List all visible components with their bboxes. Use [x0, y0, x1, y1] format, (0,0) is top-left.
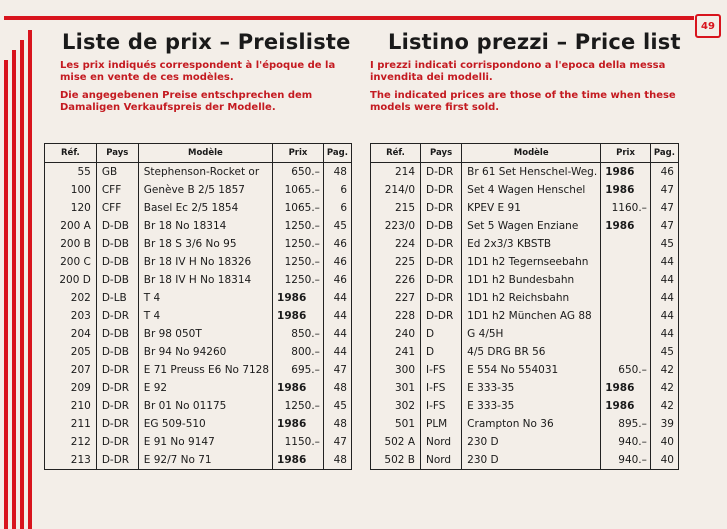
cell-page: 40 — [650, 451, 678, 470]
cell-price: 1986 — [273, 379, 324, 397]
cell-page: 40 — [650, 433, 678, 451]
cell-price — [601, 271, 651, 289]
cell-country: Nord — [421, 451, 462, 470]
cell-page: 45 — [650, 235, 678, 253]
cell-ref: 225 — [371, 253, 421, 271]
cell-model: Br 94 No 94260 — [138, 343, 272, 361]
cell-page: 45 — [323, 397, 351, 415]
cell-ref: 226 — [371, 271, 421, 289]
cell-country: CFF — [96, 199, 138, 217]
cell-country: D-DR — [96, 361, 138, 379]
cell-ref: 214 — [371, 163, 421, 182]
cell-page: 45 — [650, 343, 678, 361]
price-table-left — [44, 143, 352, 470]
cell-country: D-DR — [96, 379, 138, 397]
cell-model: Basel Ec 2/5 1854 — [138, 199, 272, 217]
table-row — [45, 199, 352, 217]
left-title: Liste de prix – Preisliste — [62, 30, 351, 54]
cell-country: D-DB — [96, 235, 138, 253]
page-number: 49 — [695, 14, 721, 38]
table-row — [45, 181, 352, 199]
cell-ref: 300 — [371, 361, 421, 379]
cell-model: EG 509-510 — [138, 415, 272, 433]
table-row — [371, 379, 679, 397]
cell-model: Set 4 Wagen Henschel — [462, 181, 601, 199]
cell-model: Br 98 050T — [138, 325, 272, 343]
table-row — [45, 271, 352, 289]
cell-price: 1250.– — [273, 235, 324, 253]
note-german: Die angegebenen Preise entschprechen dem Damaligen Verkaufspreis der Modelle. — [60, 90, 313, 113]
cell-model: Br 18 No 18314 — [138, 217, 272, 235]
cell-page: 44 — [650, 289, 678, 307]
cell-ref: 302 — [371, 397, 421, 415]
cell-ref: 204 — [45, 325, 97, 343]
cell-model: E 92/7 No 71 — [138, 451, 272, 470]
header-page: Pag. — [650, 144, 678, 163]
left-column-header — [44, 30, 364, 120]
cell-model: E 554 No 554031 — [462, 361, 601, 379]
cell-country: D-DR — [96, 397, 138, 415]
cell-model: E 91 No 9147 — [138, 433, 272, 451]
header-model: Modèle — [138, 144, 272, 163]
cell-ref: 501 — [371, 415, 421, 433]
cell-ref: 200 C — [45, 253, 97, 271]
cell-model: Br 18 IV H No 18314 — [138, 271, 272, 289]
cell-ref: 207 — [45, 361, 97, 379]
cell-page: 47 — [323, 433, 351, 451]
cell-price: 940.– — [601, 451, 651, 470]
cell-ref: 214/0 — [371, 181, 421, 199]
cell-country: D-DR — [421, 163, 462, 182]
cell-price: 895.– — [601, 415, 651, 433]
table-row — [371, 397, 679, 415]
table-row — [45, 415, 352, 433]
cell-price: 1986 — [273, 451, 324, 470]
table-row — [371, 271, 679, 289]
cell-page: 44 — [650, 271, 678, 289]
cell-country: I-FS — [421, 361, 462, 379]
cell-country: D-DR — [96, 307, 138, 325]
cell-country: D — [421, 343, 462, 361]
cell-price: 1250.– — [273, 397, 324, 415]
cell-model: Br 01 No 01175 — [138, 397, 272, 415]
cell-page: 47 — [650, 217, 678, 235]
cell-country: D — [421, 325, 462, 343]
header-pays: Pays — [421, 144, 462, 163]
cell-price — [601, 235, 651, 253]
cell-model: KPEV E 91 — [462, 199, 601, 217]
cell-ref: 502 A — [371, 433, 421, 451]
header-ref: Réf. — [45, 144, 97, 163]
cell-page: 42 — [650, 361, 678, 379]
cell-page: 44 — [650, 253, 678, 271]
table-row — [45, 361, 352, 379]
cell-price — [601, 325, 651, 343]
cell-model: Stephenson-Rocket or — [138, 163, 272, 182]
cell-ref: 203 — [45, 307, 97, 325]
cell-model: Genève B 2/5 1857 — [138, 181, 272, 199]
cell-model: Br 61 Set Henschel-Weg. — [462, 163, 601, 182]
cell-country: D-DR — [96, 451, 138, 470]
cell-price: 1065.– — [273, 181, 324, 199]
cell-price: 1250.– — [273, 271, 324, 289]
cell-model: E 92 — [138, 379, 272, 397]
header-ref: Réf. — [371, 144, 421, 163]
cell-ref: 301 — [371, 379, 421, 397]
cell-model: 4/5 DRG BR 56 — [462, 343, 601, 361]
cell-ref: 223/0 — [371, 217, 421, 235]
cell-price: 650.– — [601, 361, 651, 379]
cell-page: 48 — [323, 415, 351, 433]
cell-price: 1986 — [273, 415, 324, 433]
cell-ref: 209 — [45, 379, 97, 397]
cell-ref: 205 — [45, 343, 97, 361]
cell-price: 1986 — [601, 397, 651, 415]
cell-model: T 4 — [138, 289, 272, 307]
cell-model: 1D1 h2 Tegernseebahn — [462, 253, 601, 271]
cell-model: E 333-35 — [462, 397, 601, 415]
cell-price: 1160.– — [601, 199, 651, 217]
cell-country: D-DR — [421, 199, 462, 217]
cell-price: 850.– — [273, 325, 324, 343]
cell-country: D-DR — [421, 235, 462, 253]
cell-price — [601, 343, 651, 361]
table-row — [371, 451, 679, 470]
cell-page: 48 — [323, 379, 351, 397]
cell-price: 1250.– — [273, 253, 324, 271]
cell-country: D-DB — [96, 343, 138, 361]
cell-country: D-DR — [421, 307, 462, 325]
cell-model: E 333-35 — [462, 379, 601, 397]
table-row — [371, 289, 679, 307]
table-row — [371, 415, 679, 433]
table-row — [371, 343, 679, 361]
cell-page: 48 — [323, 163, 351, 182]
cell-model: Crampton No 36 — [462, 415, 601, 433]
table-row — [371, 163, 679, 182]
cell-ref: 241 — [371, 343, 421, 361]
table-row — [371, 361, 679, 379]
cell-ref: 224 — [371, 235, 421, 253]
cell-price: 1986 — [601, 217, 651, 235]
cell-model: 1D1 h2 München AG 88 — [462, 307, 601, 325]
cell-page: 44 — [650, 325, 678, 343]
table-row — [45, 343, 352, 361]
cell-page: 46 — [323, 253, 351, 271]
cell-price: 1986 — [601, 379, 651, 397]
table-row — [45, 235, 352, 253]
cell-page: 46 — [323, 235, 351, 253]
cell-price: 1986 — [273, 307, 324, 325]
cell-page: 45 — [323, 217, 351, 235]
cell-country: I-FS — [421, 379, 462, 397]
table-row — [371, 181, 679, 199]
cell-price: 695.– — [273, 361, 324, 379]
table-row — [45, 253, 352, 271]
cell-page: 42 — [650, 397, 678, 415]
cell-model: Ed 2x3/3 KBSTB — [462, 235, 601, 253]
cell-page: 39 — [650, 415, 678, 433]
table-row — [45, 217, 352, 235]
cell-country: GB — [96, 163, 138, 182]
cell-country: D-DR — [421, 253, 462, 271]
decorative-stripes — [0, 0, 40, 529]
table-row — [45, 379, 352, 397]
cell-ref: 200 A — [45, 217, 97, 235]
cell-model: T 4 — [138, 307, 272, 325]
header-model: Modèle — [462, 144, 601, 163]
note-english: The indicated prices are those of the time when these models were first sold. — [370, 90, 676, 113]
cell-country: I-FS — [421, 397, 462, 415]
cell-country: D-DB — [96, 253, 138, 271]
cell-ref: 215 — [371, 199, 421, 217]
cell-price — [601, 253, 651, 271]
cell-price: 1986 — [273, 289, 324, 307]
table-row — [371, 325, 679, 343]
cell-model: G 4/5H — [462, 325, 601, 343]
cell-ref: 227 — [371, 289, 421, 307]
cell-ref: 211 — [45, 415, 97, 433]
cell-page: 44 — [323, 325, 351, 343]
cell-ref: 213 — [45, 451, 97, 470]
right-column-header — [370, 30, 690, 120]
cell-model: Br 18 IV H No 18326 — [138, 253, 272, 271]
cell-price: 1250.– — [273, 217, 324, 235]
cell-price: 940.– — [601, 433, 651, 451]
cell-country: D-DR — [421, 181, 462, 199]
header-price: Prix — [273, 144, 324, 163]
cell-page: 46 — [323, 271, 351, 289]
cell-page: 44 — [323, 289, 351, 307]
cell-country: D-DB — [96, 325, 138, 343]
cell-page: 47 — [650, 199, 678, 217]
cell-page: 6 — [323, 199, 351, 217]
cell-page: 42 — [650, 379, 678, 397]
cell-page: 48 — [323, 451, 351, 470]
cell-model: 1D1 h2 Reichsbahn — [462, 289, 601, 307]
cell-ref: 200 B — [45, 235, 97, 253]
cell-model: 1D1 h2 Bundesbahn — [462, 271, 601, 289]
table-row — [45, 433, 352, 451]
table-row — [45, 163, 352, 182]
right-title: Listino prezzi – Price list — [388, 30, 681, 54]
note-french: Les prix indiqués correspondent à l'époque de la mise en vente de ces modèles. — [60, 60, 336, 83]
cell-price: 1986 — [601, 163, 651, 182]
table-row — [45, 325, 352, 343]
cell-model: 230 D — [462, 433, 601, 451]
table-row — [371, 235, 679, 253]
cell-model: Set 5 Wagen Enziane — [462, 217, 601, 235]
cell-ref: 210 — [45, 397, 97, 415]
cell-country: CFF — [96, 181, 138, 199]
cell-price: 1150.– — [273, 433, 324, 451]
cell-page: 46 — [650, 163, 678, 182]
cell-page: 44 — [323, 307, 351, 325]
cell-page: 6 — [323, 181, 351, 199]
table-row — [371, 253, 679, 271]
cell-ref: 200 D — [45, 271, 97, 289]
cell-ref: 212 — [45, 433, 97, 451]
cell-model: E 71 Preuss E6 No 7128 — [138, 361, 272, 379]
cell-country: D-DB — [421, 217, 462, 235]
cell-page: 47 — [650, 181, 678, 199]
header-pays: Pays — [96, 144, 138, 163]
cell-country: D-DB — [96, 217, 138, 235]
header-price: Prix — [601, 144, 651, 163]
cell-country: D-DB — [96, 271, 138, 289]
price-table-right — [370, 143, 679, 470]
cell-model: 230 D — [462, 451, 601, 470]
cell-country: D-LB — [96, 289, 138, 307]
table-row — [371, 199, 679, 217]
table-row — [371, 433, 679, 451]
cell-country: D-DR — [421, 271, 462, 289]
table-row — [371, 217, 679, 235]
cell-ref: 120 — [45, 199, 97, 217]
cell-page: 44 — [323, 343, 351, 361]
table-header-row — [371, 144, 679, 163]
table-row — [371, 307, 679, 325]
cell-ref: 55 — [45, 163, 97, 182]
cell-price: 650.– — [273, 163, 324, 182]
table-row — [45, 397, 352, 415]
cell-country: Nord — [421, 433, 462, 451]
cell-model: Br 18 S 3/6 No 95 — [138, 235, 272, 253]
cell-page: 44 — [650, 307, 678, 325]
cell-country: D-DR — [96, 433, 138, 451]
header-page: Pag. — [323, 144, 351, 163]
cell-country: D-DR — [96, 415, 138, 433]
cell-price — [601, 307, 651, 325]
table-row — [45, 451, 352, 470]
cell-ref: 228 — [371, 307, 421, 325]
table-row — [45, 289, 352, 307]
cell-price: 1986 — [601, 181, 651, 199]
note-italian: I prezzi indicati corrispondono a l'epoca della messa invendita dei modelli. — [370, 60, 666, 83]
table-row — [45, 307, 352, 325]
cell-ref: 502 B — [371, 451, 421, 470]
cell-price: 800.– — [273, 343, 324, 361]
cell-country: D-DR — [421, 289, 462, 307]
cell-country: PLM — [421, 415, 462, 433]
cell-ref: 240 — [371, 325, 421, 343]
cell-ref: 100 — [45, 181, 97, 199]
table-header-row — [45, 144, 352, 163]
cell-price — [601, 289, 651, 307]
cell-page: 47 — [323, 361, 351, 379]
cell-price: 1065.– — [273, 199, 324, 217]
cell-ref: 202 — [45, 289, 97, 307]
